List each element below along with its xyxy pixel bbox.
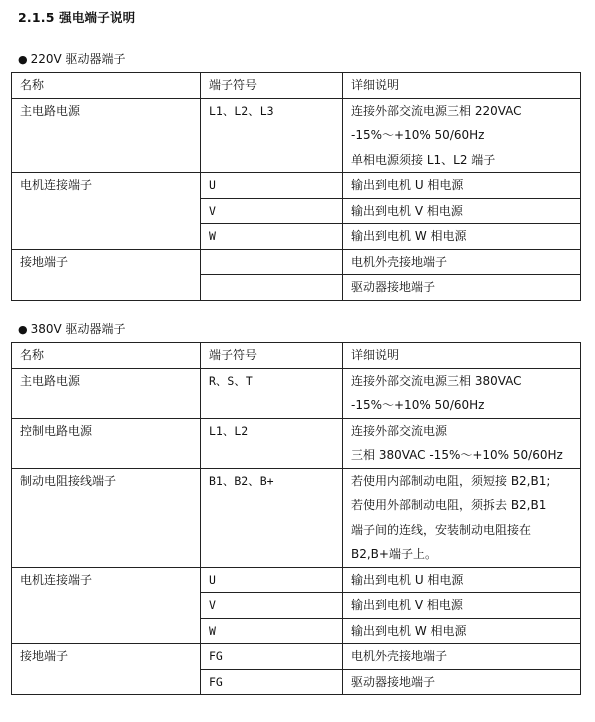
cell-symbol: R、S、T bbox=[201, 368, 343, 418]
table-row bbox=[12, 644, 581, 670]
table-row bbox=[12, 567, 581, 593]
header-description: 详细说明 bbox=[343, 343, 581, 369]
header-description: 详细说明 bbox=[343, 73, 581, 99]
section-title-text: 220V 驱动器端子 bbox=[30, 52, 126, 66]
cell-name: 接地端子 bbox=[12, 249, 201, 300]
header-symbol: 端子符号 bbox=[201, 343, 343, 369]
cell-description bbox=[343, 98, 581, 173]
cell-description: 输出到电机 W 相电源 bbox=[343, 224, 581, 250]
description-line: 连接外部交流电源 bbox=[351, 423, 448, 438]
cell-description: 输出到电机 U 相电源 bbox=[343, 567, 581, 593]
table-row bbox=[12, 418, 581, 468]
description-line: -15%～+10% 50/60Hz bbox=[351, 128, 485, 142]
table-row bbox=[12, 173, 581, 199]
cell-name: 电机连接端子 bbox=[12, 567, 201, 644]
cell-description: 驱动器接地端子 bbox=[343, 275, 581, 301]
cell-description: 驱动器接地端子 bbox=[343, 669, 581, 695]
cell-name: 主电路电源 bbox=[12, 98, 201, 173]
terminal-table-380v bbox=[11, 342, 581, 695]
header-name: 名称 bbox=[12, 73, 201, 99]
cell-symbol: FG bbox=[201, 669, 343, 695]
cell-symbol: V bbox=[201, 198, 343, 224]
section-title-220v bbox=[18, 50, 126, 67]
cell-symbol bbox=[201, 249, 343, 275]
cell-description bbox=[343, 468, 581, 567]
description-line: 三相 380VAC -15%～+10% 50/60Hz bbox=[351, 448, 563, 462]
table-row bbox=[12, 249, 581, 275]
cell-description: 输出到电机 V 相电源 bbox=[343, 198, 581, 224]
table-row bbox=[12, 98, 581, 173]
cell-symbol: U bbox=[201, 567, 343, 593]
cell-symbol: W bbox=[201, 224, 343, 250]
table-row bbox=[12, 368, 581, 418]
cell-symbol: L1、L2、L3 bbox=[201, 98, 343, 173]
cell-symbol: B1、B2、B+ bbox=[201, 468, 343, 567]
cell-symbol: V bbox=[201, 593, 343, 619]
table-header-row bbox=[12, 343, 581, 369]
section-heading: 2.1.5 强电端子说明 bbox=[18, 10, 136, 25]
section-title-text: 380V 驱动器端子 bbox=[30, 322, 126, 336]
header-symbol: 端子符号 bbox=[201, 73, 343, 99]
cell-symbol bbox=[201, 275, 343, 301]
bullet-icon: ● bbox=[18, 53, 28, 66]
cell-name: 主电路电源 bbox=[12, 368, 201, 418]
description-line: 单相电源须接 L1、L2 端子 bbox=[351, 152, 496, 167]
cell-description bbox=[343, 368, 581, 418]
cell-symbol: FG bbox=[201, 644, 343, 670]
description-line: 连接外部交流电源三相 380VAC bbox=[351, 373, 522, 388]
cell-name: 控制电路电源 bbox=[12, 418, 201, 468]
terminal-table-220v bbox=[11, 72, 581, 301]
cell-description bbox=[343, 418, 581, 468]
cell-name: 电机连接端子 bbox=[12, 173, 201, 250]
section-title-380v bbox=[18, 320, 126, 337]
description-line: 若使用内部制动电阻，须短接 B2,B1; bbox=[351, 473, 551, 488]
description-line: -15%～+10% 50/60Hz bbox=[351, 398, 485, 412]
cell-symbol: U bbox=[201, 173, 343, 199]
description-line: B2,B+端子上。 bbox=[351, 547, 437, 561]
cell-description: 输出到电机 V 相电源 bbox=[343, 593, 581, 619]
table-row bbox=[12, 468, 581, 567]
table-header-row bbox=[12, 73, 581, 99]
description-line: 若使用外部制动电阻，须拆去 B2,B1 bbox=[351, 498, 547, 512]
cell-description: 输出到电机 W 相电源 bbox=[343, 618, 581, 644]
description-line: 端子间的连线，安装制动电阻接在 bbox=[351, 522, 532, 537]
cell-description: 电机外壳接地端子 bbox=[343, 644, 581, 670]
bullet-icon: ● bbox=[18, 323, 28, 336]
cell-name: 制动电阻接线端子 bbox=[12, 468, 201, 567]
cell-description: 输出到电机 U 相电源 bbox=[343, 173, 581, 199]
cell-symbol: W bbox=[201, 618, 343, 644]
description-line: 连接外部交流电源三相 220VAC bbox=[351, 103, 522, 118]
cell-symbol: L1、L2 bbox=[201, 418, 343, 468]
header-name: 名称 bbox=[12, 343, 201, 369]
cell-name: 接地端子 bbox=[12, 644, 201, 695]
cell-description: 电机外壳接地端子 bbox=[343, 249, 581, 275]
